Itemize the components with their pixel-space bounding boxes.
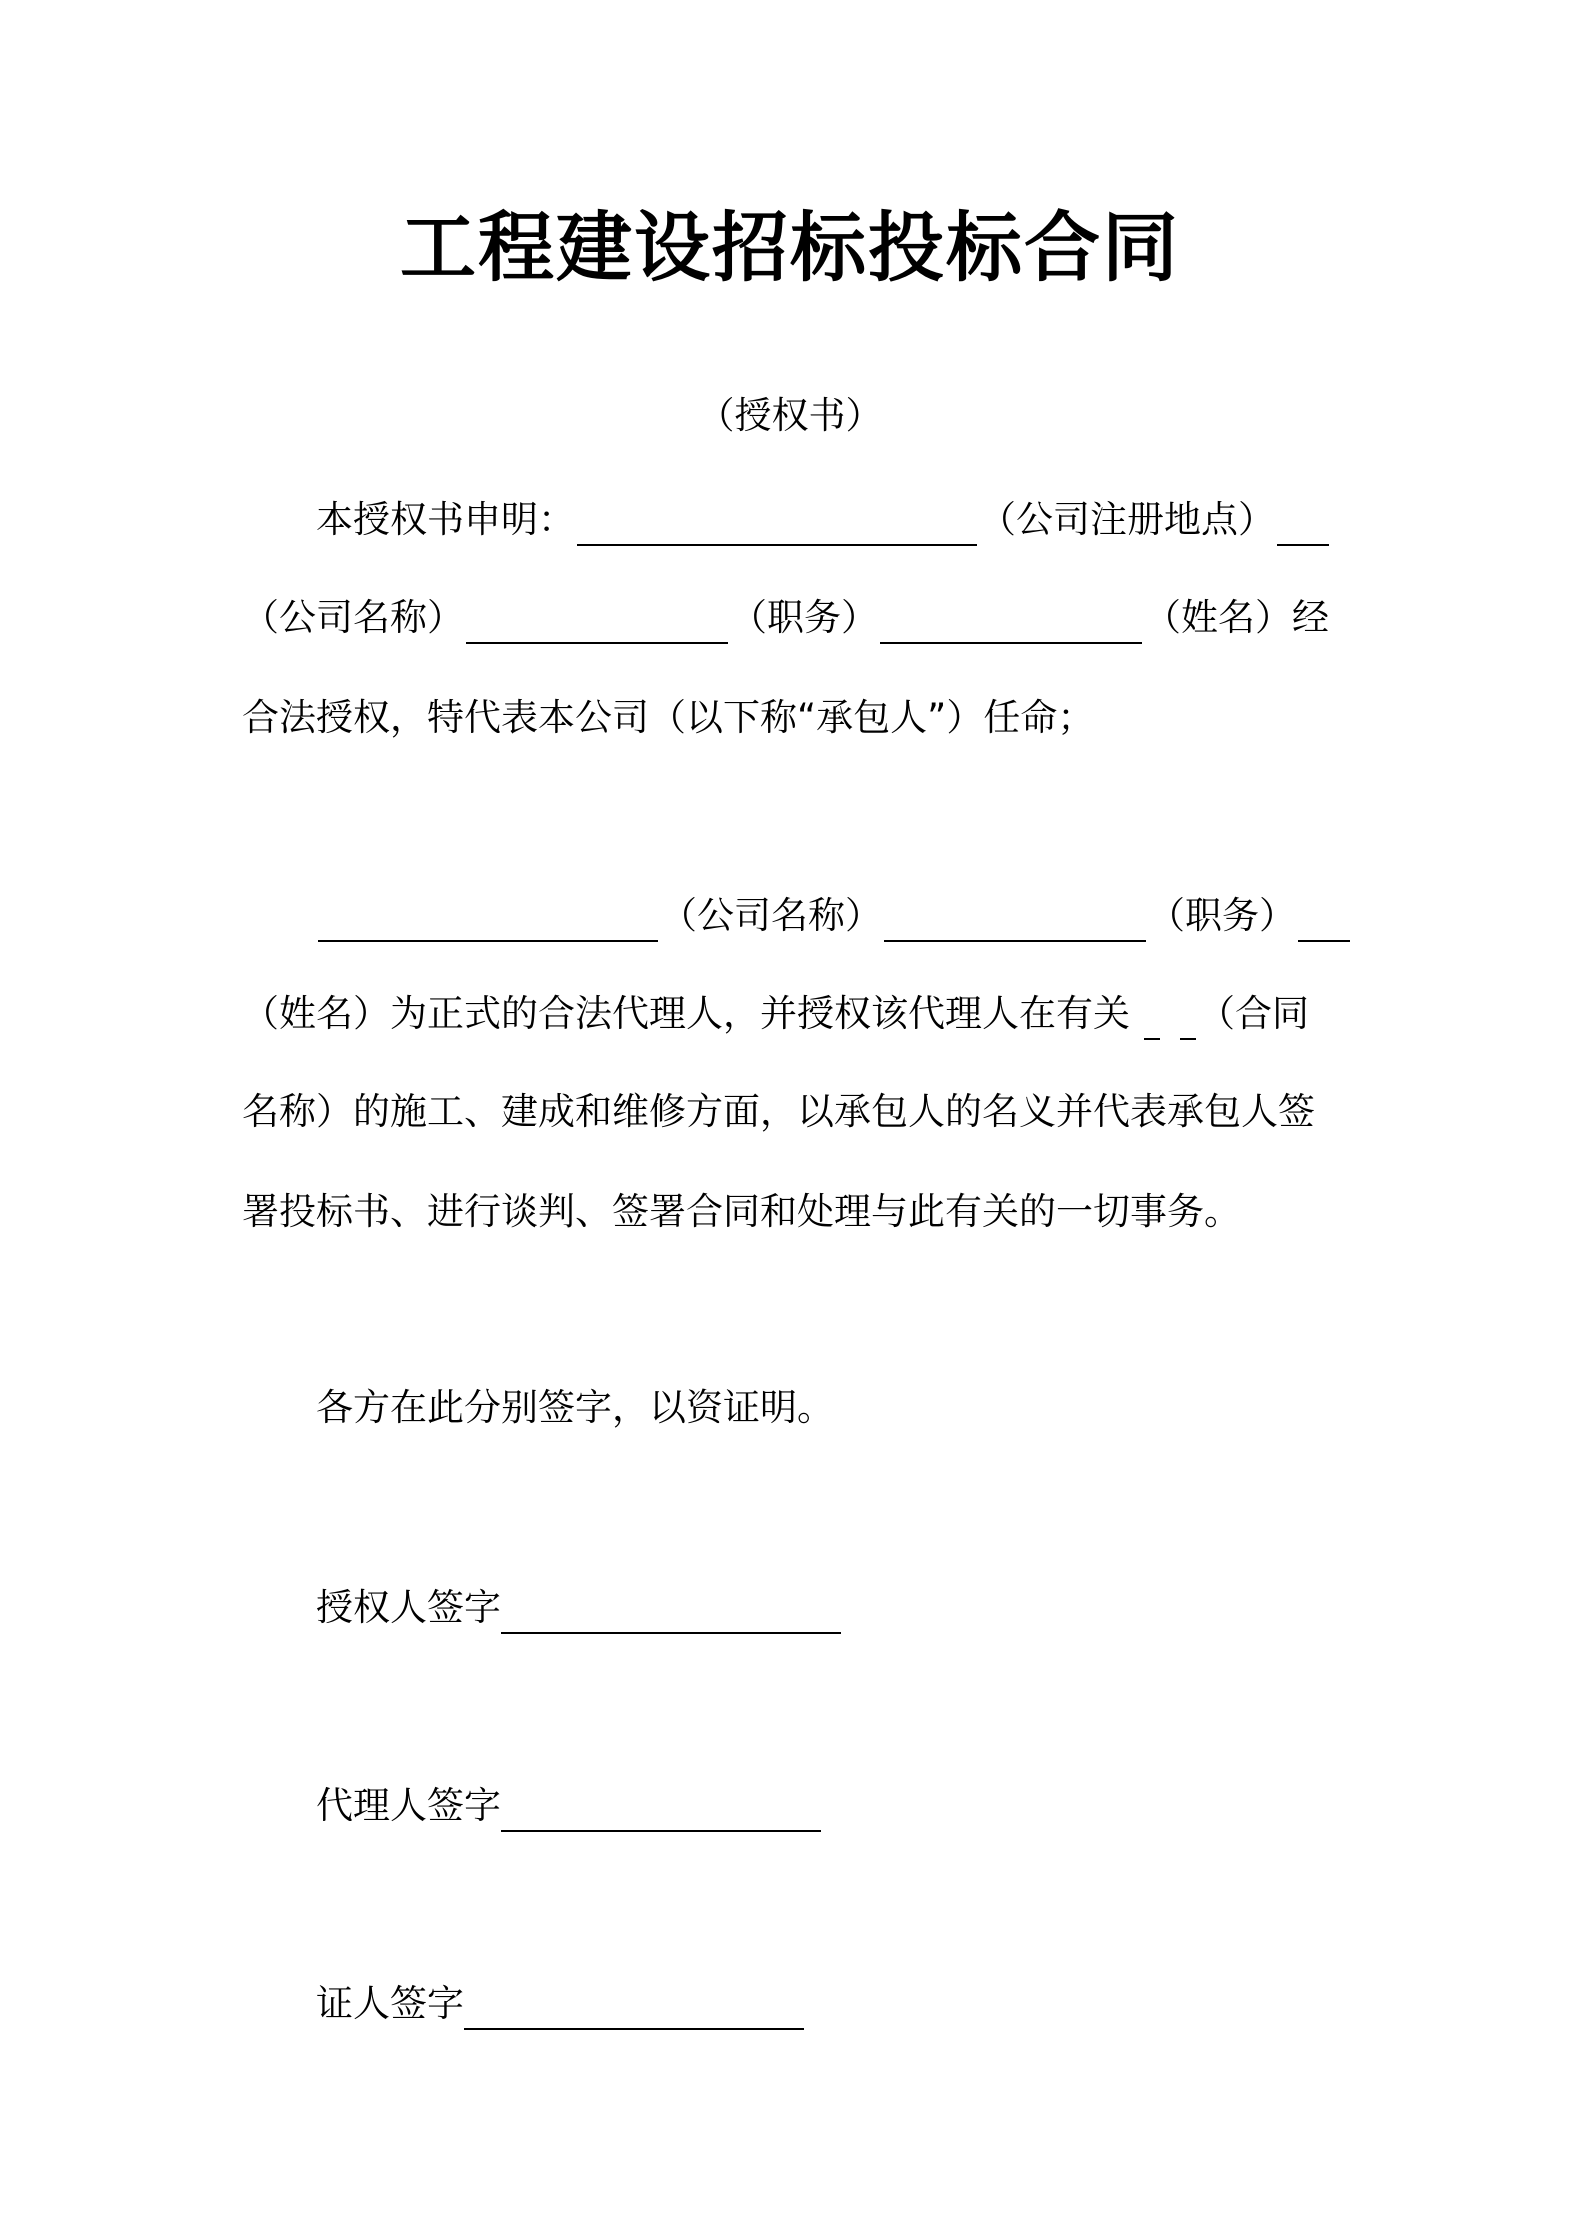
agent-signature-label: 代理人签字 [316,1784,501,1827]
agent-signature-line [316,1780,823,1832]
para2-text: 名称）的施工、建成和维修方面，以承包人的名义并代表承包人签 [242,1090,1315,1133]
signature-blank [464,1988,804,2030]
blank-field [466,602,728,644]
position-label: （职务） [730,596,878,639]
authorizer-signature-line [316,1582,843,1634]
position-label: （职务） [1148,894,1296,937]
para2-text: 署投标书、进行谈判、签署合同和处理与此有关的一切事务。 [242,1190,1241,1233]
para1-line2 [242,592,1329,644]
blank-field [318,900,658,942]
para2-line1 [316,890,1352,942]
blank-field [577,504,977,546]
document-title: 工程建设招标投标合同 [400,203,1180,292]
blank-field [1277,504,1329,546]
authorizer-signature-label: 授权人签字 [316,1586,501,1629]
signature-blank [501,1790,821,1832]
witness-statement [316,1382,834,1434]
blank-field [1180,998,1196,1040]
signature-blank [501,1592,841,1634]
blank-field [1144,998,1160,1040]
para2-text: （姓名）为正式的合法代理人，并授权该代理人在有关 [242,992,1130,1035]
company-name-label: （公司名称） [242,596,464,639]
blank-field [1298,900,1350,942]
witness-signature-label: 证人签字 [316,1982,464,2025]
company-name-label: （公司名称） [660,894,882,937]
blank-field [880,602,1142,644]
para1-lead: 本授权书申明： [316,498,575,541]
para1-text: 合法授权，特代表本公司（以下称“承包人”）任命； [242,696,1095,739]
witness-signature-line [316,1978,806,2030]
document-subtitle: （授权书） [697,394,883,437]
para2-text: （合同 [1198,992,1309,1035]
para2-line2 [242,988,1309,1040]
para1-line3 [242,692,1094,744]
witness-text: 各方在此分别签字，以资证明。 [316,1386,834,1429]
para2-line3 [242,1086,1315,1138]
blank-field [884,900,1146,942]
name-label: （姓名）经 [1144,596,1329,639]
para2-line4 [242,1186,1241,1238]
reg-place-label: （公司注册地点） [979,498,1275,541]
para1-line1 [316,494,1331,546]
